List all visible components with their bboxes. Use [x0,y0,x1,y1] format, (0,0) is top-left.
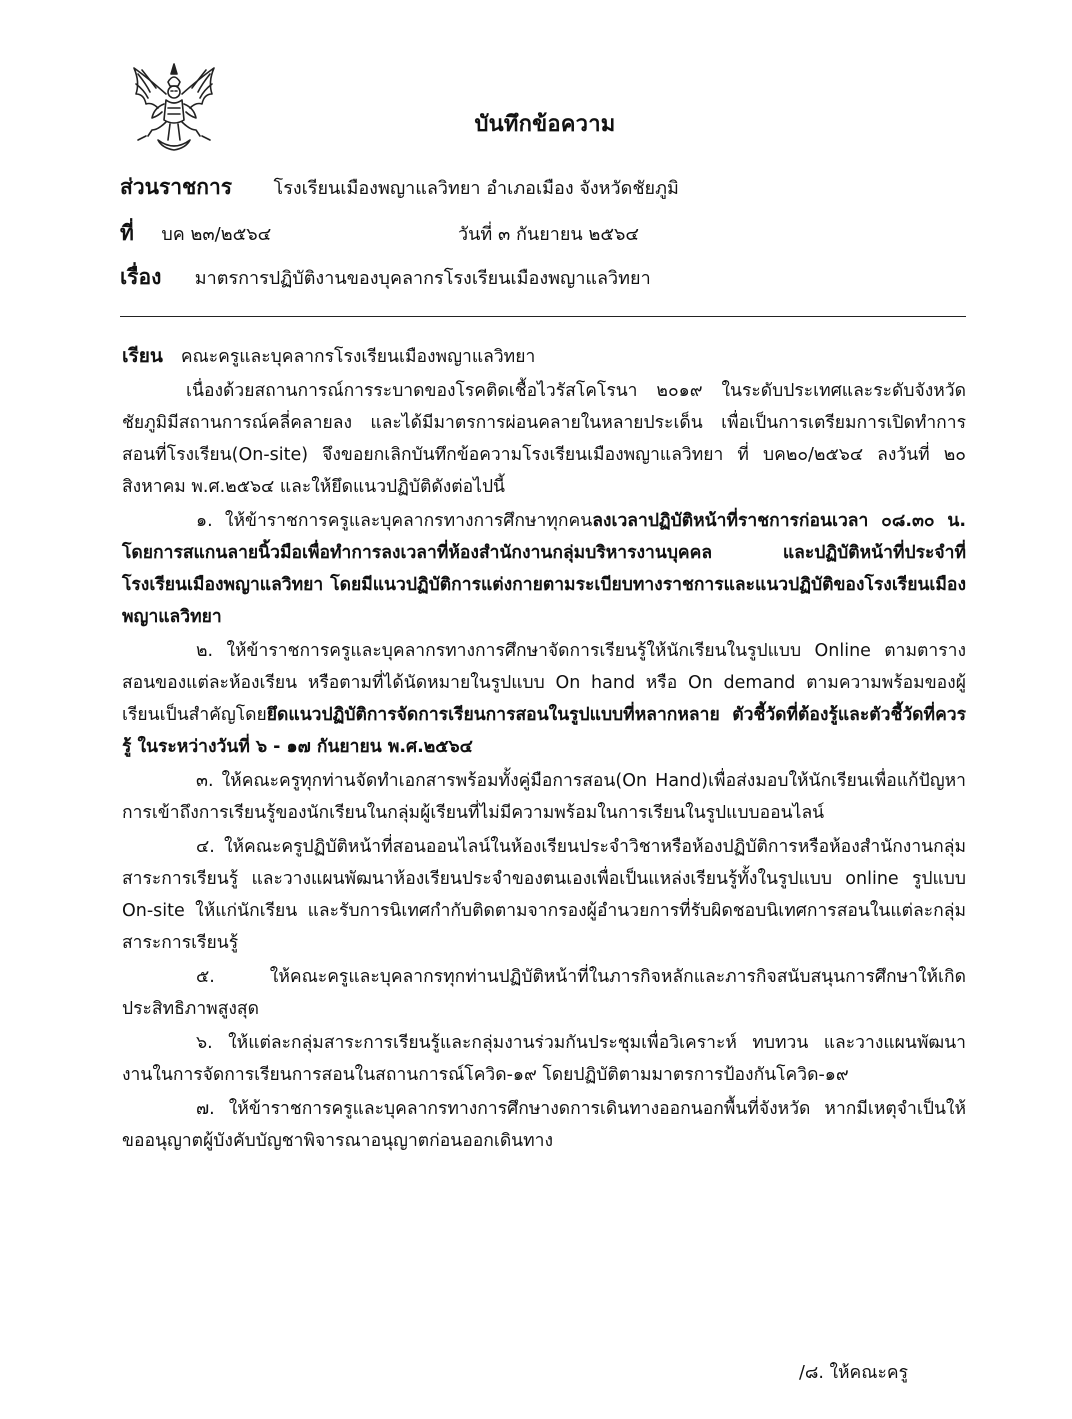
salutation-label: เรียน [122,345,163,367]
memo-title: บันทึกข้อความ [474,112,616,137]
list-item: ๒. ให้ข้าราชการครูและบุคลากรทางการศึกษาจัดการเรียนรู้ให้นักเรียนในรูปแบบ Online ตามตารางสอนของแต่ละห้องเรียน หรือตามที่ได้นัดหมายในรูปแบบ On hand หรือ On demand ตามความพร้อมของผู้เรียนเป็นสำคัญโดยยึดแนวปฏิบัติการจัดการเรียนการสอนในรูปแบบที่หลากหลาย ตัวชี้วัดที่ต้องรู้และตัวชี้วัดที่ควรรู้ ในระหว่างวันที่ ๖ - ๑๗ กันยายน พ.ศ.๒๕๖๔ [122,641,966,757]
list-item: ๓. ให้คณะครูทุกท่านจัดทำเอกสารพร้อมทั้งคู่มือการสอน(On Hand)เพื่อส่งมอบให้นักเรียนเพื่อแก้ปัญหาการเข้าถึงการเรียนรู้ของนักเรียนในกลุ่มผู้เรียนที่ไม่มีความพร้อมในการเรียนในรูปแบบออนไลน์ [122,771,966,823]
salutation-value: คณะครูและบุคลากรโรงเรียนเมืองพญาแลวิทยา [180,347,536,367]
salutation [122,340,966,373]
list-item: ๑. ให้ข้าราชการครูและบุคลากรทางการศึกษาทุกคนลงเวลาปฏิบัติหน้าที่ราชการก่อนเวลา ๐๘.๓๐ น. โดยการสแกนลายนิ้วมือเพื่อทำการลงเวลาที่ห้องสำนักงานกลุ่มบริหารงานบุคคล และปฏิบัติหน้าที่ประจำที่โรงเรียนเมืองพญาแลวิทยา โดยมีแนวปฏิบัติการแต่งกายตามระเบียบทางราชการและแนวปฏิบัติของโรงเรียนเมืองพญาแลวิทยา [122,511,966,627]
subject-value: มาตรการปฏิบัติงานของบุคลากรโรงเรียนเมืองพญาแลวิทยา [194,268,651,289]
intro-paragraph: เนื่องด้วยสถานการณ์การระบาดของโรคติดเชื้อไวรัสโคโรนา ๒๐๑๙ ในระดับประเทศและระดับจังหวัดชัยภูมิมีสถานการณ์คลี่คลายลง และได้มีมาตรการผ่อนคลายในหลายประเด็น เพื่อเป็นการเตรียมการเปิดทำการสอนที่โรงเรียน(On-site) จึงขอยกเลิกบันทึกข้อความโรงเรียนเมืองพญาแลวิทยา ที่ บค๒๐/๒๕๖๔ ลงวันที่ ๒๐ สิงหาคม พ.ศ.๒๕๖๔ และให้ยึดแนวปฏิบัติดังต่อไปนี้ [122,381,966,497]
agency-line [120,171,679,204]
list-item: ๔. ให้คณะครูปฏิบัติหน้าที่สอนออนไลน์ในห้องเรียนประจำวิชาหรือห้องปฏิบัติการหรือห้องสำนักงานกลุ่มสาระการเรียนรู้ และวางแผนพัฒนาห้องเรียนประจำของตนเองเพื่อเป็นแหล่งเรียนรู้ทั้งในรูปแบบ online รูปแบบ On-site ให้แก่นักเรียน และรับการนิเทศกำกับติดตามจากรองผู้อำนวยการที่รับผิดชอบนิเทศการสอนในแต่ละกลุ่มสาระการเรียนรู้ [122,837,966,953]
list-item: ๕. ให้คณะครูและบุคลากรทุกท่านปฏิบัติหน้าที่ในภารกิจหลักและภารกิจสนับสนุนการศึกษาให้เกิดประสิทธิภาพสูงสุด [122,967,966,1019]
agency-label: ส่วนราชการ [120,175,233,199]
list-item: ๗. ให้ข้าราชการครูและบุคลากรทางการศึกษางดการเดินทางออกนอกพื้นที่จังหวัด หากมีเหตุจำเป็นให้ขออนุญาตผู้บังคับบัญชาพิจารณาอนุญาตก่อนออกเดินทาง [122,1099,966,1151]
memo-body [122,340,966,1159]
reference-value: บค ๒๓/๒๕๖๔ [161,224,272,245]
list-item: ๖. ให้แต่ละกลุ่มสาระการเรียนรู้และกลุ่มงานร่วมกันประชุมเพื่อวิเคราะห์ ทบทวน และวางแผนพัฒนางานในการจัดการเรียนการสอนในสถานการณ์โควิด-๑๙ โดยปฏิบัติตามมาตรการป้องกันโควิด-๑๙ [122,1033,966,1085]
header-divider [120,316,966,317]
reference-line [120,217,271,250]
subject-line [120,261,651,294]
reference-label: ที่ [120,221,134,245]
memo-date: วันที่ ๓ กันยายน ๒๕๖๔ [458,224,639,245]
continuation-note: /๘. ให้คณะครู [798,1363,908,1383]
agency-value: โรงเรียนเมืองพญาแลวิทยา อำเภอเมือง จังหวัดชัยภูมิ [273,178,679,199]
subject-label: เรื่อง [120,265,162,289]
